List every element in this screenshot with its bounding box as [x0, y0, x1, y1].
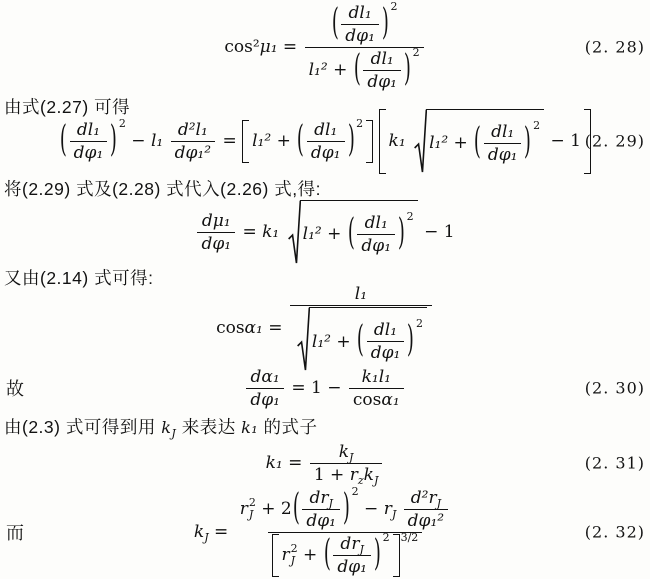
math-var: dl₁	[348, 2, 372, 23]
math-numerator	[305, 488, 336, 509]
math-numerator	[335, 442, 358, 463]
math-fraction	[341, 3, 379, 46]
math-var: dα₁	[250, 366, 280, 387]
math-text: = 1 −	[285, 378, 347, 398]
math-sqrt	[288, 200, 418, 265]
math-text: cos	[216, 318, 245, 338]
math-var: dφ₁	[201, 233, 232, 254]
math-row	[308, 45, 420, 92]
math-var: dφ₁²	[174, 142, 212, 163]
math-fraction	[305, 0, 424, 92]
math-text: − 1	[418, 222, 455, 242]
math-numerator	[487, 122, 518, 143]
math-var-sub	[194, 522, 209, 542]
math-var: dφ₁	[367, 71, 397, 92]
math-text: =	[277, 37, 303, 57]
math-var: d²l₁	[177, 119, 208, 140]
math-var: dφ₁	[310, 142, 341, 163]
math-var-subsup	[240, 497, 256, 520]
right-bracket-icon	[366, 120, 373, 163]
math-text: − 1	[545, 131, 581, 151]
math-paren-group	[331, 0, 398, 46]
left-paren-icon: (	[59, 118, 67, 162]
math-fraction	[310, 442, 383, 485]
math-row	[411, 488, 441, 508]
math-denominator	[363, 70, 401, 92]
math-row	[266, 442, 385, 485]
math-subscript: J	[359, 542, 364, 556]
math-numerator	[174, 120, 212, 141]
left-paren-icon: (	[347, 211, 355, 255]
math-paren-group	[473, 118, 541, 165]
math-denominator	[404, 509, 448, 531]
math-text: +	[330, 331, 357, 352]
math-text: −	[358, 499, 384, 519]
math-var: dl₁	[491, 121, 515, 142]
math-sqrt	[414, 109, 544, 174]
paragraph-kj-text-1: 由(2.3) 式可得到用	[4, 417, 162, 437]
math-denominator	[357, 234, 395, 256]
right-paren-icon: )	[407, 318, 415, 362]
math-denominator	[70, 141, 108, 163]
right-paren-icon: )	[110, 118, 118, 162]
math-var: k	[338, 441, 350, 462]
math-subscript: J	[391, 508, 397, 521]
math-var: dφ₁	[361, 235, 392, 256]
equation-label-2-30: (2. 30)	[584, 378, 645, 398]
math-denominator	[307, 141, 345, 163]
math-fraction	[349, 367, 404, 410]
math-var: k₁	[388, 131, 412, 151]
math-fraction	[197, 211, 235, 254]
equation-label-2-28: (2. 28)	[584, 37, 645, 57]
math-subsup-stack	[291, 543, 298, 566]
math-paren-group	[356, 317, 423, 363]
math-numerator	[247, 367, 284, 388]
math-text: =	[282, 453, 308, 473]
math-subscript: J	[290, 554, 296, 567]
left-paren-icon: (	[323, 532, 331, 576]
right-paren-icon: )	[381, 1, 389, 45]
math-denominator	[341, 24, 379, 46]
equation-2-31	[0, 440, 650, 486]
math-var-sub	[364, 465, 379, 485]
math-numerator	[407, 488, 445, 509]
math-superscript: 2	[412, 45, 420, 59]
math-superscript: 2	[406, 209, 414, 223]
math-text: =	[237, 222, 263, 242]
math-var-sub	[320, 488, 333, 508]
math-var-sub	[350, 465, 364, 485]
right-bracket-icon	[393, 534, 400, 577]
math-numerator	[370, 320, 401, 341]
math-radicand	[426, 109, 544, 174]
math-var: r	[428, 487, 437, 508]
left-paren-icon: (	[292, 486, 300, 530]
math-var: r	[383, 499, 392, 519]
math-var-sub	[339, 442, 354, 462]
math-var: α₁	[244, 318, 263, 338]
math-var: r	[349, 464, 358, 485]
math-denominator	[310, 463, 383, 485]
right-paren-icon: )	[347, 118, 355, 162]
math-denominator	[484, 143, 522, 165]
math-subscript: J	[328, 496, 333, 510]
math-denominator	[268, 532, 423, 577]
inline-var-kj	[161, 418, 177, 441]
equation-2-30-math	[244, 367, 405, 410]
math-denominator	[197, 232, 235, 254]
math-text: 1 +	[313, 464, 350, 485]
math-var: k₁	[265, 453, 283, 473]
math-text: cos²	[224, 37, 260, 57]
math-text: +	[321, 224, 347, 244]
math-var-subsup	[282, 543, 298, 566]
math-text: cos	[352, 389, 382, 410]
left-paren-icon: (	[356, 318, 364, 362]
equation-2-28	[0, 0, 650, 94]
math-bracket-group	[272, 530, 419, 577]
right-paren-icon: )	[397, 211, 405, 255]
math-var: k₁	[262, 222, 285, 242]
math-paren-group	[323, 530, 390, 577]
math-denominator	[333, 555, 371, 577]
math-var: dμ₁	[201, 210, 231, 231]
math-var: dl₁	[364, 212, 388, 233]
math-var-sub	[428, 488, 441, 508]
math-subsup-stack	[249, 497, 256, 520]
math-paren-group	[296, 116, 364, 163]
math-numerator	[358, 367, 395, 388]
math-fraction	[307, 120, 345, 163]
math-numerator	[198, 211, 235, 232]
math-denominator	[302, 509, 340, 531]
math-var: d	[340, 533, 352, 554]
math-var: r	[351, 533, 360, 554]
right-paren-icon: )	[373, 532, 381, 576]
math-text: −	[125, 131, 151, 151]
math-paren-group	[292, 484, 359, 531]
equation-dmu-math	[195, 200, 454, 265]
math-numerator	[73, 120, 104, 141]
inline-var-kj-sub: J	[171, 427, 177, 441]
paragraph-from-227: 由式(2.27) 可得	[4, 97, 131, 117]
math-row	[216, 284, 434, 372]
math-numerator	[236, 484, 454, 532]
math-var: k₁l₁	[361, 366, 391, 387]
math-denominator	[349, 388, 404, 410]
math-fraction	[357, 213, 395, 256]
math-fraction	[236, 484, 454, 577]
math-row	[389, 109, 581, 174]
math-row	[309, 488, 332, 508]
math-row	[353, 390, 400, 410]
math-fraction	[290, 284, 432, 372]
math-var: dφ₁	[345, 25, 375, 46]
math-text	[396, 499, 401, 519]
math-radicand	[309, 307, 427, 372]
math-var: r	[320, 487, 329, 508]
math-subscript: J	[204, 531, 209, 544]
math-var: α₁	[381, 389, 400, 410]
math-row	[195, 200, 454, 265]
math-row	[224, 0, 425, 92]
math-var: μ₁	[259, 37, 278, 57]
left-paren-icon: (	[353, 47, 361, 91]
margin-word-er: 而	[6, 523, 24, 543]
math-numerator	[327, 0, 402, 47]
math-numerator	[367, 49, 398, 70]
equation-2-32-math	[193, 484, 456, 577]
math-superscript: 2	[356, 116, 364, 130]
math-text: =	[217, 131, 243, 151]
inline-var-k1: k₁	[241, 418, 259, 437]
math-superscript: 2	[290, 542, 298, 556]
math-numerator	[336, 534, 367, 555]
math-var: dφ₁²	[407, 510, 445, 531]
math-var: l₁²	[308, 60, 328, 80]
math-numerator	[351, 284, 371, 305]
math-var: dl₁	[373, 320, 398, 340]
math-denominator	[246, 388, 284, 410]
left-bracket-icon	[379, 109, 386, 174]
math-row	[239, 484, 450, 531]
left-paren-icon: (	[331, 1, 339, 45]
paragraph-kj-text-2: 来表达	[176, 417, 242, 437]
math-denominator	[305, 47, 424, 92]
paragraph-kj-text-3: 的式子	[258, 417, 318, 437]
math-superscript: 2	[248, 496, 256, 510]
left-bracket-icon	[242, 120, 249, 163]
equation-dmu	[0, 203, 650, 261]
math-var: dφ₁	[370, 343, 401, 363]
math-text: =	[262, 318, 288, 338]
math-row	[340, 534, 363, 554]
math-numerator	[361, 213, 392, 234]
equation-2-32	[0, 486, 650, 578]
margin-word-gu: 故	[6, 379, 24, 399]
math-text: +	[327, 60, 353, 80]
paragraph-from-214: 又由(2.14) 式可得:	[4, 268, 154, 288]
equation-2-31-math	[266, 442, 385, 485]
math-denominator	[171, 141, 215, 163]
math-var: dφ₁	[73, 142, 104, 163]
math-row	[281, 530, 390, 577]
math-superscript: 2	[415, 317, 423, 330]
right-paren-icon: )	[403, 47, 411, 91]
math-var: l₁²	[302, 224, 322, 244]
math-fraction	[302, 488, 340, 531]
math-text: + 2	[255, 499, 292, 519]
left-bracket-icon	[272, 534, 279, 577]
math-var: l₁	[354, 284, 368, 304]
math-paren-group	[59, 116, 126, 163]
math-subscript: J	[373, 473, 379, 487]
math-subscript: J	[248, 508, 254, 521]
math-superscript: 2	[351, 484, 359, 498]
math-fraction	[70, 120, 108, 163]
math-text: +	[448, 133, 474, 153]
math-var: dl₁	[370, 48, 394, 69]
math-row	[193, 484, 456, 577]
math-var: r	[239, 499, 248, 519]
math-var: l₁²	[252, 131, 272, 151]
math-var: k	[363, 464, 374, 485]
math-numerator	[345, 3, 376, 24]
math-row	[314, 465, 379, 485]
math-superscript: 2	[382, 530, 390, 544]
math-bracket-group	[242, 116, 373, 163]
math-text: +	[297, 545, 323, 565]
math-var: l₁	[150, 131, 169, 151]
math-var: l₁²	[311, 331, 331, 352]
math-var-sub	[351, 534, 364, 554]
equation-2-30	[0, 364, 650, 412]
math-text: +	[271, 131, 297, 151]
equation-label-2-32: (2. 32)	[584, 522, 645, 542]
right-paren-icon: )	[524, 120, 532, 164]
math-row	[244, 367, 405, 410]
math-fraction	[171, 120, 215, 163]
math-var: dφ₁	[487, 144, 518, 165]
math-subscript: J	[436, 496, 441, 510]
math-var: l₁²	[429, 133, 449, 153]
math-var-sub	[384, 499, 397, 519]
math-text: =	[208, 522, 234, 542]
math-radicand	[300, 200, 418, 265]
math-row	[252, 116, 364, 163]
right-paren-icon: )	[342, 486, 350, 530]
equation-label-2-31: (2. 31)	[584, 453, 645, 473]
math-paren-group	[347, 209, 414, 256]
math-numerator	[310, 120, 341, 141]
math-var: d	[309, 487, 321, 508]
math-var: dφ₁	[337, 556, 367, 577]
math-fraction	[404, 488, 448, 531]
math-fraction	[367, 320, 405, 363]
math-superscript: 3/2	[400, 530, 419, 544]
math-var: dl₁	[76, 119, 101, 140]
math-row	[302, 209, 414, 256]
paragraph-substitute: 将(2.29) 式及(2.28) 式代入(2.26) 式,得:	[4, 179, 321, 199]
math-var: dφ₁	[306, 510, 336, 531]
left-paren-icon: (	[297, 118, 305, 162]
math-row	[429, 118, 541, 165]
math-var: dφ₁	[250, 389, 280, 410]
math-row	[311, 317, 423, 363]
math-superscript: 2	[118, 116, 126, 130]
equation-label-2-29: (2. 29)	[584, 131, 645, 151]
math-var: k	[193, 522, 205, 542]
math-var: dl₁	[314, 119, 338, 140]
equation-2-28-math	[224, 0, 425, 92]
left-paren-icon: (	[474, 120, 482, 164]
math-subscript: J	[349, 450, 354, 464]
equation-cos-alpha-math	[216, 284, 434, 372]
math-var: d²	[410, 487, 429, 508]
math-var: r	[281, 545, 290, 565]
math-denominator	[367, 341, 405, 363]
math-superscript: 2	[390, 0, 398, 13]
math-fraction	[484, 122, 522, 165]
math-subscript: z	[357, 473, 364, 487]
equation-2-29	[0, 110, 650, 172]
math-denominator	[290, 305, 432, 372]
math-superscript: 2	[533, 118, 541, 132]
math-fraction	[333, 534, 371, 577]
math-fraction	[246, 367, 284, 410]
math-bracket-group	[379, 109, 591, 174]
math-paren-group	[353, 45, 420, 92]
math-sqrt	[297, 307, 427, 372]
math-fraction	[363, 49, 401, 92]
inline-var-kj-base: k	[161, 418, 172, 437]
equation-cos-alpha	[0, 284, 650, 366]
math-row	[59, 109, 591, 174]
equation-2-29-math	[59, 109, 591, 174]
